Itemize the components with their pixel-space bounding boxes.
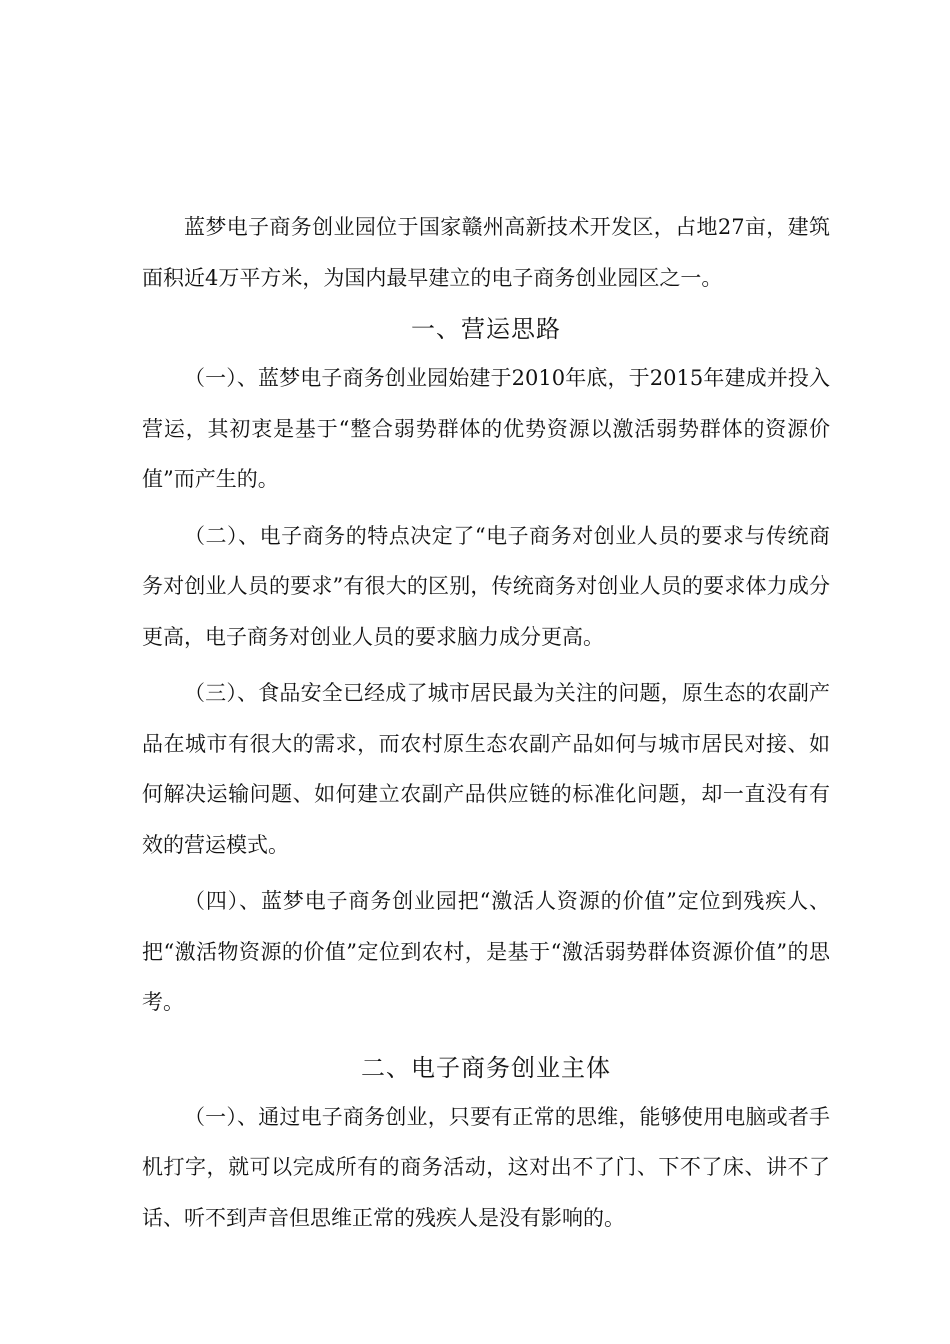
section1-paragraph-2: （二）、电子商务的特点决定了“电子商务对创业人员的要求与传统商务对创业人员的要求”有很大的区别，传统商务对创业人员的要求体力成分更高，电子商务对创业人员的要求脑力成分更高。 [142,523,830,649]
section-heading-ecommerce-entrepreneurs: 二、电子商务创业主体 [361,1053,611,1082]
intro-paragraph: 蓝梦电子商务创业园位于国家赣州高新技术开发区，占地27亩，建筑面积近4万平方米，为国内最早建立的电子商务创业园区之一。 [142,215,830,290]
document-body [142,202,830,1243]
section2-paragraph-1: （一）、通过电子商务创业，只要有正常的思维，能够使用电脑或者手机打字，就可以完成所有的商务活动，这对出不了门、下不了床、讲不了话、听不到声音但思维正常的残疾人是没有影响的。 [142,1104,830,1230]
section1-paragraph-1: （一）、蓝梦电子商务创业园始建于2010年底，于2015年建成并投入营运，其初衷是基于“整合弱势群体的优势资源以激活弱势群体的资源价值”而产生的。 [142,366,830,491]
section-heading-operation-ideas: 一、营运思路 [411,315,561,343]
section1-paragraph-4: （四）、蓝梦电子商务创业园把“激活人资源的价值”定位到残疾人、把“激活物资源的价值”定位到农村，是基于“激活弱势群体资源价值”的思考。 [142,889,830,1014]
section1-paragraph-3: （三）、食品安全已经成了城市居民最为关注的问题，原生态的农副产品在城市有很大的需求，而农村原生态农副产品如何与城市居民对接、如何解决运输问题、如何建立农副产品供应链的标准化问题，却一直没有有效的营运模式。 [142,681,830,857]
